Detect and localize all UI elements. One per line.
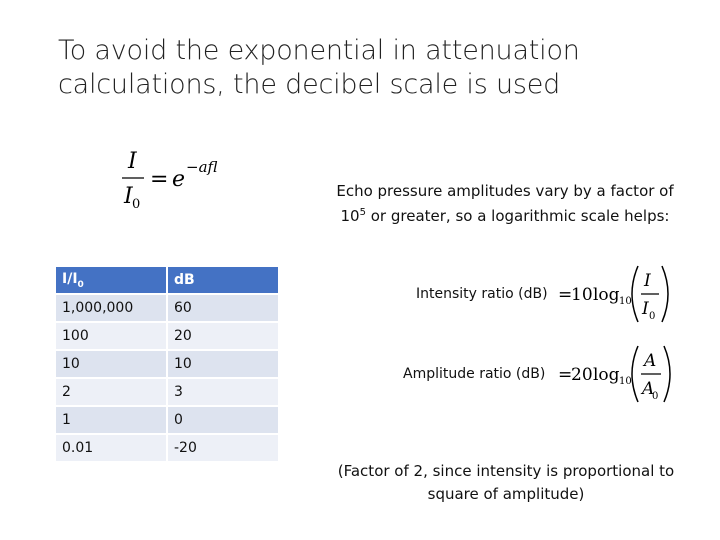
formula-numerator: I [128, 149, 137, 174]
echo-line-1: Echo pressure amplitudes vary by a factor of [336, 182, 674, 200]
title-line-2: calculations, the decibel scale is used [58, 69, 561, 100]
table-row [56, 323, 278, 349]
amplitude-ratio-label: Amplitude ratio (dB) [403, 366, 546, 382]
amplitude-left-paren [632, 346, 638, 402]
table-row [56, 379, 278, 405]
echo-text [330, 180, 680, 227]
intensity-log-base: 10 [619, 296, 632, 307]
intensity-equals: = [558, 285, 573, 305]
attenuation-formula [118, 146, 258, 216]
header-i-base: I/I [62, 270, 78, 287]
intensity-left-paren [632, 266, 638, 322]
table-row [56, 407, 278, 433]
cell-db: 0 [168, 407, 278, 433]
footnote-line-1: (Factor of 2, since intensity is proportional to [337, 462, 675, 480]
cell-db: 20 [168, 323, 278, 349]
cell-ratio: 0.01 [56, 435, 168, 461]
formula-denominator: I [124, 184, 133, 209]
echo-power-base: 10 [340, 207, 360, 225]
amplitude-den: A [642, 379, 655, 399]
amplitude-right-paren [664, 346, 670, 402]
cell-ratio: 10 [56, 351, 168, 377]
amplitude-log-base: 10 [619, 376, 632, 387]
amplitude-num: A [644, 351, 657, 371]
intensity-num: I [644, 271, 651, 291]
cell-db: 60 [168, 295, 278, 321]
header-intensity-ratio [56, 267, 168, 293]
echo-line-2-rest: or greater, so a logarithmic scale helps: [365, 207, 670, 225]
echo-power-exponent: 5 [359, 207, 366, 218]
footnote [336, 460, 676, 506]
intensity-ratio-label: Intensity ratio (dB) [416, 286, 548, 302]
header-i-sub: 0 [77, 279, 84, 290]
formula-exponent: −afl [186, 158, 218, 176]
table-row [56, 295, 278, 321]
intensity-den-sub: 0 [649, 311, 656, 322]
cell-db: 10 [168, 351, 278, 377]
amplitude-den-sub: 0 [652, 391, 659, 402]
amplitude-equals: = [558, 365, 573, 385]
intensity-coef: 10 [571, 285, 593, 305]
cell-db: 3 [168, 379, 278, 405]
header-db: dB [168, 267, 278, 293]
cell-ratio: 1 [56, 407, 168, 433]
cell-ratio: 1,000,000 [56, 295, 168, 321]
amplitude-formula [556, 342, 676, 406]
table-row [56, 351, 278, 377]
echo-line-2 [330, 202, 680, 227]
slide-title [58, 34, 678, 102]
table-header-row [56, 267, 278, 293]
intensity-den: I [642, 299, 649, 319]
title-line-1: To avoid the exponential in attenuation [58, 35, 580, 66]
intensity-right-paren [662, 266, 668, 322]
amplitude-log: log [593, 365, 620, 385]
cell-db: -20 [168, 435, 278, 461]
cell-ratio: 2 [56, 379, 168, 405]
formula-denominator-sub: 0 [132, 197, 141, 212]
intensity-log: log [593, 285, 620, 305]
formula-base: e [172, 167, 186, 192]
table-row [56, 435, 278, 461]
formula-equals: = [150, 167, 169, 192]
cell-ratio: 100 [56, 323, 168, 349]
intensity-formula [556, 262, 676, 326]
ratio-table [56, 265, 278, 463]
footnote-line-2: square of amplitude) [427, 485, 585, 503]
amplitude-coef: 20 [571, 365, 593, 385]
